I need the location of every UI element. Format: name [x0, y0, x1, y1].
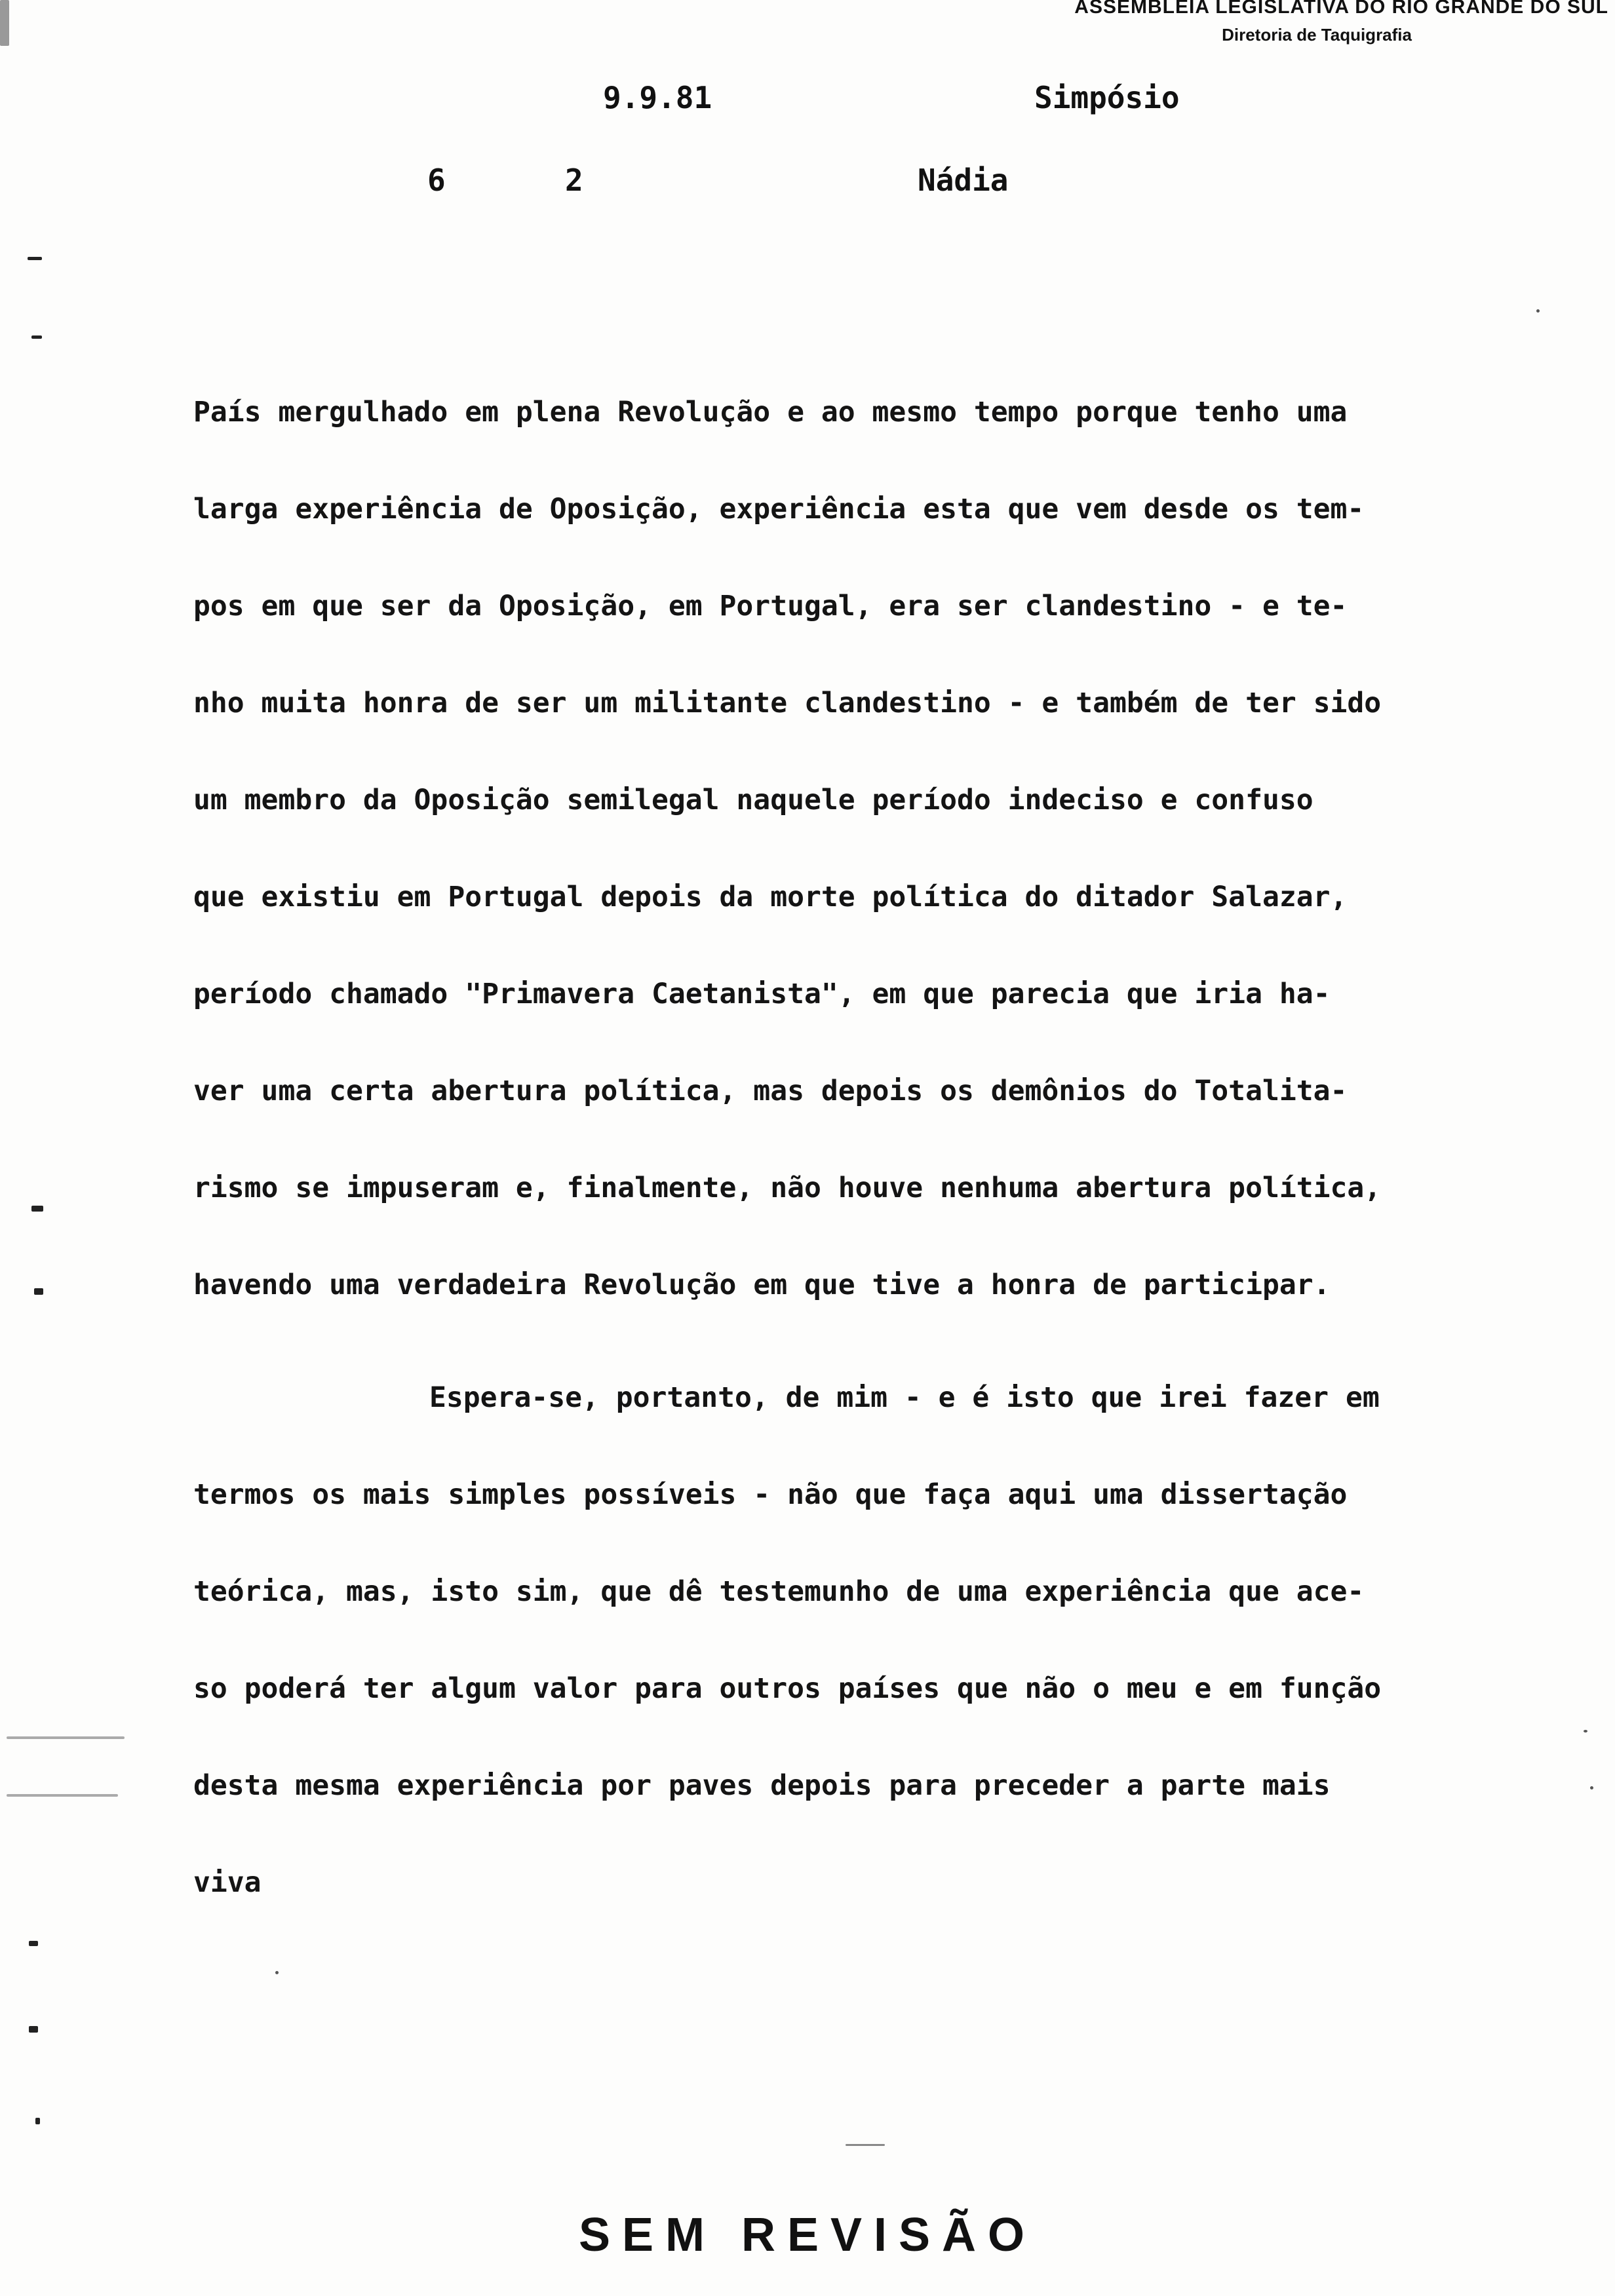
scan-mark	[0, 0, 9, 46]
text-line: Espera-se, portanto, de mim - e é isto que irei fazer em	[429, 1381, 1380, 1414]
letterhead-organization: ASSEMBLEIA LEGISLATIVA DO RIO GRANDE DO SUL	[1074, 0, 1608, 18]
scan-speck	[275, 1971, 279, 1974]
scan-speck	[1590, 1786, 1593, 1789]
text-line: pos em que ser da Oposição, em Portugal, era ser clandestino - e te-	[193, 590, 1348, 622]
scan-mark	[7, 1736, 125, 1739]
text-line: rismo se impuseram e, finalmente, não houve nenhuma abertura política,	[193, 1172, 1382, 1204]
scan-mark	[34, 1288, 43, 1295]
text-line: viva	[193, 1866, 262, 1899]
text-line: larga experiência de Oposição, experiência esta que vem desde os tem-	[193, 493, 1365, 526]
letterhead	[1074, 0, 1608, 46]
scan-mark	[846, 2144, 885, 2146]
stenographer-name: Nádia	[918, 163, 1009, 198]
transcript-paragraph-2	[193, 1349, 1583, 1931]
document-date: 9.9.81	[603, 80, 712, 115]
scan-mark	[35, 2118, 40, 2124]
text-line: período chamado "Primavera Caetanista", em que parecia que iria ha-	[193, 978, 1331, 1010]
text-line: termos os mais simples possíveis - não que faça aqui uma dissertação	[193, 1478, 1348, 1511]
scan-mark	[29, 1941, 38, 1946]
text-line: havendo uma verdadeira Revolução em que tive a honra de participar.	[193, 1269, 1331, 1301]
transcript-body	[193, 364, 1583, 1931]
sem-revisao-stamp: SEM REVISÃO	[578, 2209, 1037, 2261]
scan-mark	[29, 2026, 38, 2033]
text-line: que existiu em Portugal depois da morte política do ditador Salazar,	[193, 881, 1348, 913]
text-line: um membro da Oposição semilegal naquele período indeciso e confuso	[193, 784, 1313, 816]
scan-speck	[1584, 1730, 1587, 1732]
scan-mark	[31, 335, 42, 339]
text-line: ver uma certa abertura política, mas depois os demônios do Totalita-	[193, 1075, 1348, 1107]
transcript-paragraph-1	[193, 364, 1583, 1333]
scan-mark	[28, 257, 42, 260]
text-line: nho muita honra de ser um militante clandestino - e também de ter sido	[193, 687, 1382, 719]
letterhead-department: Diretoria de Taquigrafia	[1222, 25, 1412, 45]
scan-mark	[31, 1206, 43, 1212]
scan-mark	[7, 1794, 118, 1797]
scan-speck	[1536, 309, 1540, 313]
event-name: Simpósio	[1034, 80, 1180, 115]
sheet-number: 6	[427, 163, 446, 198]
sequence-number: 2	[565, 163, 583, 198]
text-line: so poderá ter algum valor para outros países que não o meu e em função	[193, 1672, 1382, 1705]
text-line: teórica, mas, isto sim, que dê testemunho de uma experiência que ace-	[193, 1575, 1365, 1608]
text-line: desta mesma experiência por paves depois para preceder a parte mais	[193, 1769, 1331, 1802]
text-line: País mergulhado em plena Revolução e ao mesmo tempo porque tenho uma	[193, 396, 1348, 429]
